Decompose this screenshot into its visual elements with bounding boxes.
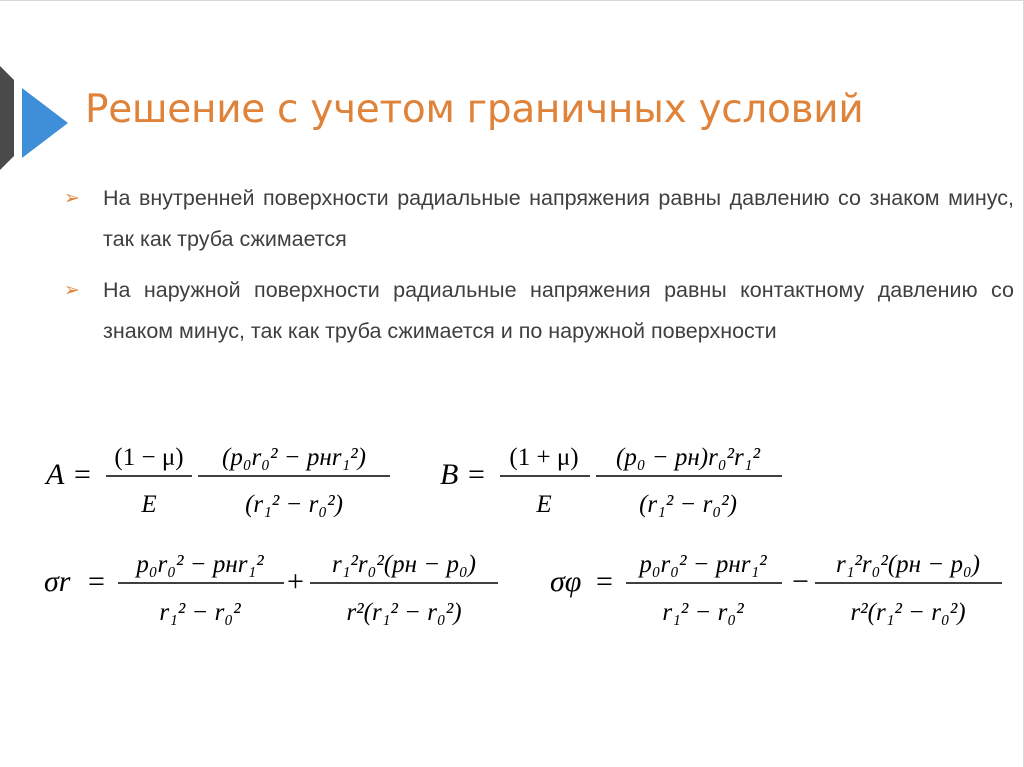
bullet-arrow-icon: ➢ [64,188,80,209]
equals-sign: = [468,458,485,491]
formula-b-frac2-den: (r₁² − r₀²) [639,491,737,518]
formula-b-frac1-num: (1 + μ) [509,444,579,471]
formula-sigma-r-frac2-num: r₁²r₀²(pн − p₀) [332,551,476,578]
formula-sigma-r-lhs: σr [44,565,71,598]
formula-a-frac2-num: (p₀r₀² − pнr₁²) [222,444,366,471]
formula-sigma-phi-lhs: σφ [550,565,582,598]
equals-sign: = [74,458,91,491]
bullet-arrow-icon: ➢ [64,280,80,301]
formula-sigma-r-frac1-num: p₀r₀² − pнr₁² [136,551,264,578]
formula-a-frac1-den: E [141,491,157,518]
slide-title: Решение с учетом граничных условий [85,87,864,132]
formula-sigma-r-frac2-den: r²(r₁² − r₀²) [346,599,462,626]
formula-a [44,444,390,518]
formula-sigma-r [44,551,498,626]
formula-sigma-phi-frac2-num: r₁²r₀²(pн − p₀) [836,551,980,578]
equals-sign: = [88,565,105,598]
formula-sigma-phi-frac2-den: r²(r₁² − r₀²) [850,599,966,626]
bullet-text: На внутренней поверхности радиальные напряжения равны давлению со знаком минус, так как труба сжимается [103,186,1014,251]
formula-b-frac2-num: (p₀ − pн)r₀²r₁² [616,444,760,471]
formula-b-frac1-den: E [536,491,552,518]
formula-sigma-r-frac1-den: r₁² − r₀² [159,599,241,626]
formula-b [440,444,782,518]
formula-a-frac1-num: (1 − μ) [114,444,184,471]
formula-b-lhs: B [440,458,459,491]
formula-sigma-phi-operator: − [792,565,809,598]
formula-sigma-phi-frac1-num: p₀r₀² − pнr₁² [639,551,767,578]
formula-sigma-phi-frac1-den: r₁² − r₀² [662,599,744,626]
formula-sigma-r-operator: + [287,565,304,598]
equals-sign: = [596,565,613,598]
formula-a-frac2-den: (r₁² − r₀²) [245,491,343,518]
formula-sigma-phi [550,551,1002,626]
formula-a-lhs: A [46,458,65,491]
bullet-text: На наружной поверхности радиальные напряжения равны контактному давлению со знаком минус, так как труба сжимается и по наружной поверхности [103,278,1014,343]
